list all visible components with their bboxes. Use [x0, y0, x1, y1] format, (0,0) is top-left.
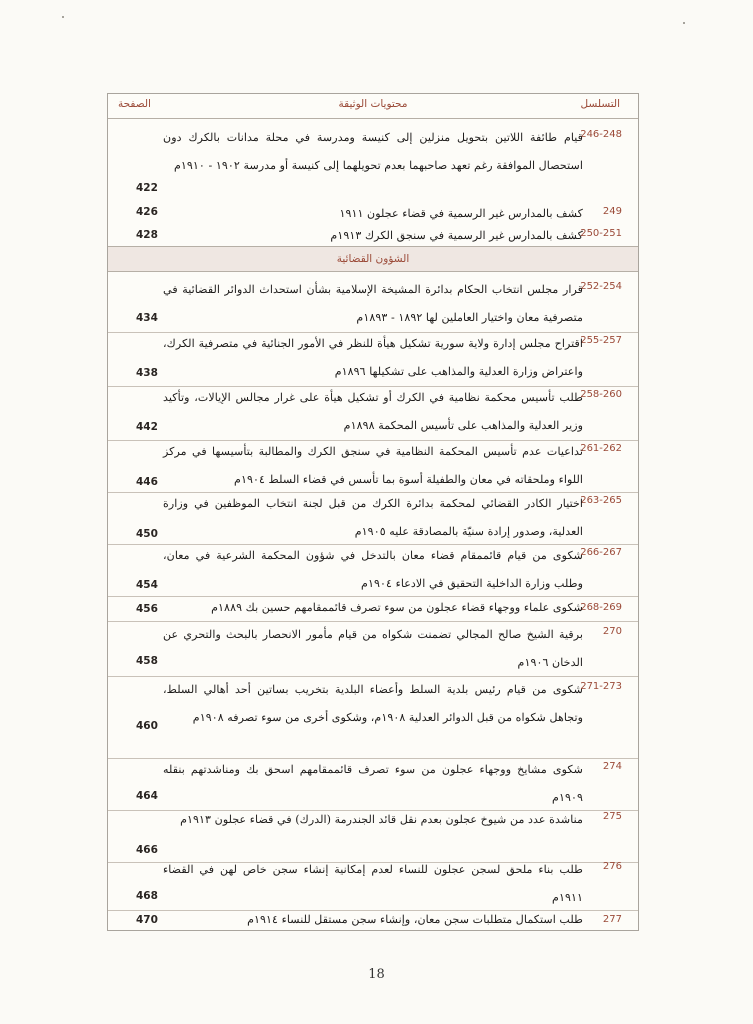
entry-title: طلب تأسيس محكمة نظامية في الكرك أو تشكيل هيأة على غرار مجالس الإيالات، وتأكيد وزير العدلية والمذاهب على تأسيس المحكمة ١٨٩٨م	[163, 391, 583, 432]
entry-serial: 270	[602, 626, 622, 637]
entry-serial: 277	[602, 914, 622, 925]
entry-title: شكوى من قيام رئيس بلدية السلط وأعضاء البلدية بتخريب بساتين أحد أهالي السلط، وتجاهل شكواه من قبل الدوائر العدلية ١٩٠٨م، وشكوى أخرى من سوء تصرفه ١٩٠٨م	[163, 683, 583, 724]
entry-divider	[108, 596, 638, 597]
entry-serial: 258-260	[580, 389, 622, 400]
entry-serial: 266-267	[580, 547, 622, 558]
entry-page: 464	[136, 790, 158, 802]
entry-title: طلب استكمال متطلبات سجن معان، وإنشاء سجن مستقل للنساء ١٩١٤م	[247, 913, 583, 926]
entry-page: 426	[136, 206, 158, 218]
entry-title: كشف بالمدارس غير الرسمية في سنجق الكرك ١٩١٣م	[330, 229, 583, 242]
page-number: 18	[368, 967, 385, 982]
table-header	[108, 94, 638, 119]
entry-title: شكوى مشايخ ووجهاء عجلون من سوء تصرف قائممقامهم اسحق بك ومناشدتهم بنقله ١٩٠٩م	[163, 763, 583, 804]
entry-serial: 250-251	[580, 228, 622, 239]
entry-page: 422	[136, 182, 158, 194]
entry-title: اختيار الكادر القضائي لمحكمة بدائرة الكرك من قبل لجنة انتخاب الموظفين في وزارة العدلية، وصدور إرادة سنيّة بالمصادقة عليه ١٩٠٥م	[163, 497, 583, 538]
entry-page: 458	[136, 655, 158, 667]
paper-speck	[62, 16, 64, 18]
entry-page: 454	[136, 579, 158, 591]
header-serial: التسلسل	[580, 98, 620, 110]
entry-serial: 271-273	[580, 681, 622, 692]
section-heading	[108, 246, 638, 272]
entry-page: 460	[136, 720, 158, 732]
entry-title: قرار مجلس انتخاب الحكام بدائرة المشيخة الإسلامية بشأن استحداث الدوائر القضائية في متصرفية معان واختيار العاملين لها ١٨٩٢ - ١٨٩٣م	[163, 283, 583, 324]
entry-page: 466	[136, 844, 158, 856]
toc-table	[107, 93, 639, 931]
header-page: الصفحة	[118, 98, 151, 110]
entry-serial: 246-248	[580, 129, 622, 140]
paper-speck	[683, 22, 685, 24]
entry-page: 438	[136, 367, 158, 379]
entry-title: مناشدة عدد من شيوخ عجلون بعدم نقل قائد الجندرمة (الدرك) في قضاء عجلون ١٩١٣م	[180, 813, 583, 826]
entry-title: قيام طائفة اللاتين بتحويل منزلين إلى كنيسة ومدرسة في محلة مدانات بالكرك دون استحصال الموافقة رغم تعهد صاحبهما بعدم تحويلهما إلى كنيسة أو مدرسة ١٩٠٢ - ١٩١٠م	[163, 131, 583, 172]
entry-title: تداعيات عدم تأسيس المحكمة النظامية في سنجق الكرك والمطالبة بتأسيسها في مركز اللواء وملحقاته في معان والطفيلة أسوة بما تأسس في قضاء السلط ١٩٠٤م	[163, 445, 583, 486]
entry-serial: 263-265	[580, 495, 622, 506]
entry-title: كشف بالمدارس غير الرسمية في قضاء عجلون ١٩١١	[339, 207, 583, 220]
entry-title: اقتراح مجلس إدارة ولاية سورية تشكيل هيأة للنظر في الأمور الجنائية في متصرفية الكرك، واعتراض وزارة العدلية والمذاهب على تشكيلها ١٨٩٦م	[163, 337, 583, 378]
entry-serial: 255-257	[580, 335, 622, 346]
entry-title: شكوى علماء ووجهاء قضاء عجلون من سوء تصرف قائممقامهم حسين بك ١٨٨٩م	[211, 601, 583, 614]
entry-serial: 252-254	[580, 281, 622, 292]
entry-serial: 275	[602, 811, 622, 822]
header-contents: محتويات الوثيقة	[338, 98, 408, 110]
entry-title: شكوى من قيام قائممقام قضاء معان بالتدخل في شؤون المحكمة الشرعية في معان، وطلب وزارة الداخلية التحقيق في الادعاء ١٩٠٤م	[163, 549, 583, 590]
entry-serial: 268-269	[580, 602, 622, 613]
entry-page: 446	[136, 476, 158, 488]
entry-page: 470	[136, 914, 158, 926]
entry-serial: 261-262	[580, 443, 622, 454]
section-title: الشؤون القضائية	[336, 253, 410, 265]
entry-serial: 274	[602, 761, 622, 772]
entry-page: 434	[136, 312, 158, 324]
entry-page: 450	[136, 528, 158, 540]
entry-title: طلب بناء ملحق لسجن عجلون للنساء لعدم إمكانية إنشاء سجن خاص لهن في القضاء ١٩١١م	[163, 863, 583, 904]
entry-serial: 276	[602, 861, 622, 872]
entry-title: برقية الشيخ صالح المجالي تضمنت شكواه من قيام مأمور الانحصار بالبحث والتحري عن الدخان ١٩٠٦م	[163, 628, 583, 669]
entry-page: 442	[136, 421, 158, 433]
entry-serial: 249	[602, 206, 622, 217]
entry-page: 456	[136, 603, 158, 615]
entry-page: 428	[136, 229, 158, 241]
entry-page: 468	[136, 890, 158, 902]
